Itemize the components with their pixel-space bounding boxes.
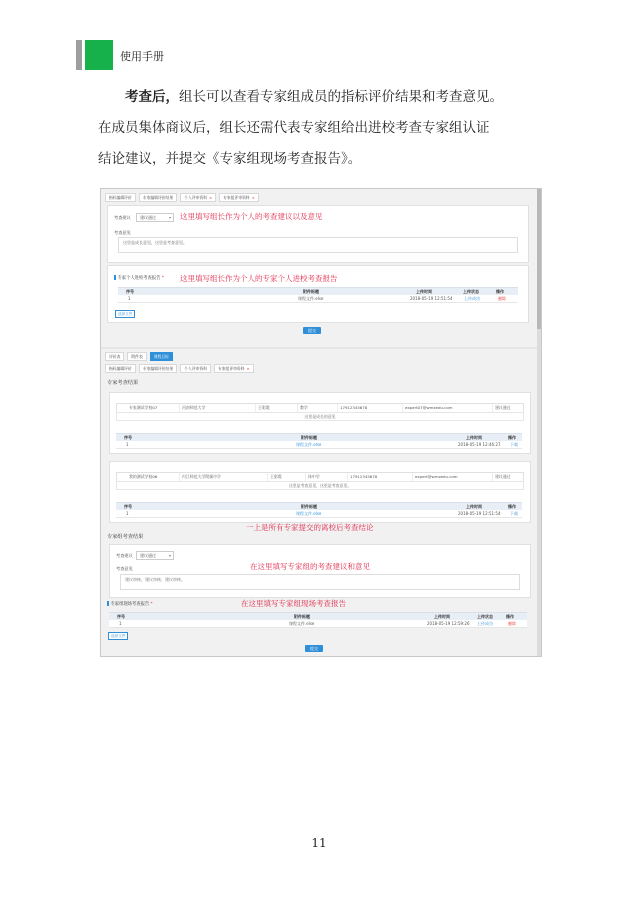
expert-result-card (109, 461, 531, 523)
tab-personal-materials[interactable]: 个人评审资料 × (180, 193, 216, 202)
table-row: 1 课程文件.else 2018-05-19 12:46:27 下载 (116, 441, 522, 449)
expert-info-row: 专家测试学校07 河南师范大学 王彩霞 教学 17912345678 expert07@wmxedu.com 建议通过 (116, 403, 524, 413)
personal-report-panel (107, 265, 529, 323)
table-header: 序号 附件标题 上传时间 操作 (116, 502, 522, 510)
intro-line-1-rest: 组长可以查看专家组成员的指标评价结果和考查意见。 (179, 89, 503, 105)
intro-bold-lead: 考查后， (125, 89, 179, 105)
intro-line-3: 结论建议，并提交《专家组现场考查报告》。 (98, 151, 362, 167)
choose-file-button[interactable]: 选择文件 (108, 632, 128, 640)
intro-line-2: 在成员集体商议后，组长还需代表专家组给出进校考查专家组认证 (98, 120, 490, 136)
annotation-personal-opinion: 这里填写组长作为个人的考查建议以及意见 (180, 212, 323, 221)
personal-report-title: 专家个人进校考查报告 * (114, 275, 164, 281)
submit-button[interactable]: 提交 (303, 327, 321, 334)
personal-opinion-panel (107, 205, 529, 263)
chevron-down-icon: ▾ (168, 215, 171, 220)
opinion-label: 考查意见 (114, 230, 131, 235)
group-opinion-panel (109, 544, 531, 598)
group-results-title: 专家组考查结果 (107, 534, 144, 540)
expert-opinion: 这里是考查意见，这里是考查意见。 (116, 481, 524, 490)
page-number: 11 (311, 836, 327, 850)
annotation-group-opinion: 在这里填写专家组的考查建议和意见 (250, 562, 370, 571)
annotation-personal-report: 这里填写组长作为个人的专家个人进校考查报告 (180, 274, 338, 283)
bottom-tab-bar (105, 364, 254, 372)
tab-course-goals[interactable]: 课程目标 (150, 352, 173, 361)
table-header: 序号 附件标题 上传时间 上传状态 操作 (118, 287, 518, 295)
tab-expert-results[interactable]: 专家编辑评价结果 (139, 364, 177, 373)
tab-evaluation[interactable]: 评价表 (105, 352, 124, 361)
annotation-all-experts: 一上是所有专家提交的离校后考查结论 (246, 523, 374, 532)
top-tab-bar (105, 193, 259, 201)
expert-opinion: 这里是成长的意见 (116, 412, 524, 421)
expert-result-card (109, 392, 531, 454)
intro-line-1 (98, 82, 548, 113)
suggestion-select[interactable]: 建议通过 ▾ (136, 213, 174, 222)
chevron-down-icon: ▾ (168, 553, 171, 558)
opinion-label: 考查意见 (116, 566, 133, 571)
top-level-tabs (105, 352, 173, 360)
group-report-title: 专家组现场考查报告 * (107, 601, 153, 607)
table-row: 1 课程文件.else 2018-05-19 12:51:54 上传成功 删除 (118, 295, 518, 303)
submit-button[interactable]: 提交 (305, 645, 323, 652)
table-header: 序号 附件标题 上传时间 上传状态 操作 (109, 612, 527, 620)
download-link[interactable]: 下载 (510, 442, 518, 447)
scrollbar-thumb[interactable] (537, 189, 541, 329)
table-header: 序号 附件标题 上传时间 操作 (116, 433, 522, 441)
annotation-group-report: 在这里填写专家组现场考查报告 (241, 599, 346, 608)
tab-attachments[interactable]: 附件表 (127, 352, 146, 361)
select-label: 考查建议 (114, 215, 131, 220)
close-icon[interactable]: × (208, 194, 213, 200)
table-row: 1 课程文件.else 2018-05-19 12:51:54 下载 (116, 510, 522, 518)
divider (101, 347, 537, 349)
close-icon[interactable]: × (246, 365, 250, 371)
close-icon[interactable]: × (251, 194, 255, 200)
expert-info-row: 我的测试学校06 内江师范大学附属中学 王彩霞 体中学 17912345678 expert@wmxedu.com 建议通过 (116, 472, 524, 482)
delete-link[interactable]: 删除 (508, 621, 516, 626)
group-suggestion-select[interactable]: 建议通过 ▾ (136, 551, 174, 560)
embedded-screenshot (100, 188, 542, 657)
tab-expert-results[interactable]: 专家编辑评价结果 (139, 193, 177, 202)
scrollbar[interactable] (537, 189, 541, 656)
header-green-block (85, 40, 113, 70)
delete-link[interactable]: 删除 (498, 296, 506, 301)
tab-group-materials[interactable]: 专家组评审资料 × (214, 364, 254, 373)
header-gray-bar (76, 40, 82, 70)
header-title: 使用手册 (120, 50, 164, 63)
group-opinion-textarea[interactable]: 建议审核，建议审核，建议审核。 (120, 574, 520, 590)
expert-results-title: 专家考查结果 (107, 380, 139, 386)
download-link[interactable]: 下载 (510, 511, 518, 516)
tab-personal-materials[interactable]: 个人评审资料 (180, 364, 211, 373)
tab-indicator-eval[interactable]: 指标编辑评价 (105, 193, 136, 202)
table-row: 1 课程文件.else 2018-05-19 12:59:26 上传成功 删除 (109, 620, 527, 628)
opinion-textarea[interactable]: 这里是成长意见，这里是考查意见。 (118, 237, 518, 253)
choose-file-button[interactable]: 选择文件 (115, 310, 135, 318)
tab-indicator-eval[interactable]: 指标编辑评价 (105, 364, 136, 373)
select-label: 考查建议 (116, 553, 133, 558)
tab-group-materials[interactable]: 专家组评审资料 × (219, 193, 259, 202)
